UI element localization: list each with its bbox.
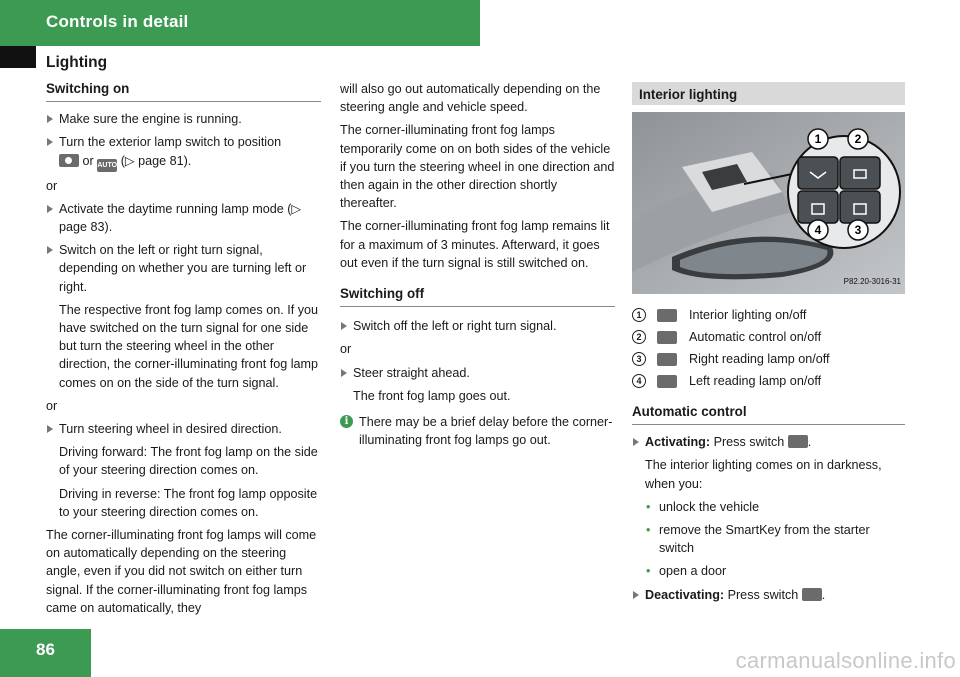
page-number: 86 <box>36 640 55 659</box>
para-both-sides: The corner-illuminating front fog lamps temporarily come on on both sides of the vehicle if you turn the steering wheel in one direction and then again in the other direction shortly thereafter. <box>340 123 615 211</box>
step-activating <box>632 433 905 451</box>
page-ref: (▷ page 81). <box>117 153 192 168</box>
para-comes-on-darkness: The interior lighting comes on in darkness, when you: <box>645 458 882 491</box>
overhead-control-panel-illustration <box>632 112 905 294</box>
para-auto-come-on: The corner-illuminating front fog lamps will come on automatically depending on the steering angle, even if you did not switch on either turn signal. If the corner-illuminating front fog lamps came on automatically, they <box>46 528 317 615</box>
legend-item <box>632 306 905 328</box>
legend-number: 4 <box>632 374 646 388</box>
legend-item <box>632 328 905 350</box>
legend <box>632 306 905 394</box>
deactivating-text: Press switch <box>724 587 802 602</box>
heading-automatic-control: Automatic control <box>632 403 905 425</box>
step-engine-running: Make sure the engine is running. <box>46 110 321 128</box>
header-corner-block <box>0 46 36 68</box>
reading-lamp-icon <box>657 353 677 366</box>
para-max-3-minutes: The corner-illuminating front fog lamp remains lit for a maximum of 3 minutes. Afterward, it goes out even if the turn signal is still switched on. <box>340 219 610 270</box>
para-driving-forward: Driving forward: The front fog lamp on the side of your steering direction comes on. <box>59 445 318 478</box>
automatic-control-icon <box>788 435 808 448</box>
info-icon: i <box>340 415 353 428</box>
legend-item <box>632 350 905 372</box>
auto-icon: AUTO <box>97 159 117 172</box>
callout-1: 1 <box>814 132 822 146</box>
deactivating-end: . <box>821 587 826 602</box>
step-switch-off-signal: Switch off the left or right turn signal. <box>340 317 615 335</box>
para-fog-lamp-goes-out: The front fog lamp goes out. <box>353 388 511 403</box>
para-respective-fog-lamp: The respective front fog lamp comes on. If you have switched on the turn signal for one side but turn the steering wheel in the other direction, the corner-illuminating front fog lamp comes on on the side of the turn signal. <box>59 302 318 390</box>
para-driving-reverse: Driving in reverse: The front fog lamp opposite to your steering direction comes on. <box>59 486 318 519</box>
chapter-title: Controls in detail <box>46 12 189 31</box>
section-title: Lighting <box>46 54 108 71</box>
info-note-text: There may be a brief delay before the corner-illuminating front fog lamps go out. <box>359 415 613 448</box>
activating-text: Press switch <box>710 435 788 450</box>
step-exterior-lamp-text: Turn the exterior lamp switch to position <box>59 135 282 150</box>
legend-text: Automatic control on/off <box>689 330 822 344</box>
column-2 <box>340 80 615 449</box>
legend-item <box>632 372 905 394</box>
step-exterior-lamp <box>46 133 321 171</box>
automatic-control-icon <box>657 331 677 344</box>
step-turn-signal: Switch on the left or right turn signal, depending on whether you are turning left or right. <box>46 241 321 296</box>
activating-label: Activating: <box>645 435 711 450</box>
legend-text: Right reading lamp on/off <box>689 352 830 366</box>
heading-switching-off: Switching off <box>340 285 615 307</box>
reading-lamp-icon <box>657 375 677 388</box>
interior-lighting-figure <box>632 112 905 294</box>
step-turn-wheel: Turn steering wheel in desired direction. <box>46 420 321 438</box>
info-note <box>340 413 615 449</box>
callout-4: 4 <box>814 223 822 237</box>
list-item: • unlock the vehicle <box>632 498 905 516</box>
watermark: carmanualsonline.info <box>735 648 956 673</box>
legend-text: Left reading lamp on/off <box>689 374 822 388</box>
list-item: • open a door <box>632 562 905 580</box>
legend-number: 2 <box>632 330 646 344</box>
legend-number: 1 <box>632 308 646 322</box>
box-heading-interior-lighting: Interior lighting <box>632 82 905 105</box>
callout-2: 2 <box>854 132 862 146</box>
or-word: or <box>79 153 98 168</box>
light-switch-icon <box>59 154 79 167</box>
step-steer-straight: Steer straight ahead. <box>340 364 615 382</box>
or-label: or <box>46 398 58 413</box>
legend-number: 3 <box>632 352 646 366</box>
deactivating-label: Deactivating: <box>645 587 725 602</box>
figure-code: P82.20-3016-31 <box>843 276 901 286</box>
column-3 <box>632 80 905 609</box>
para-go-out-auto: will also go out automatically depending on the steering angle and vehicle speed. <box>340 82 601 115</box>
list-item: • remove the SmartKey from the starter switch <box>632 521 905 557</box>
activating-end: . <box>807 435 812 450</box>
callout-3: 3 <box>854 223 862 237</box>
legend-text: Interior lighting on/off <box>689 308 807 322</box>
step-deactivating <box>632 586 905 604</box>
or-label: or <box>340 342 352 357</box>
step-daytime-lamp: Activate the daytime running lamp mode (▷ page 83). <box>46 200 321 236</box>
or-label: or <box>46 178 58 193</box>
heading-switching-on: Switching on <box>46 80 321 102</box>
interior-light-icon <box>657 309 677 322</box>
column-1 <box>46 80 321 622</box>
automatic-control-icon <box>802 588 822 601</box>
